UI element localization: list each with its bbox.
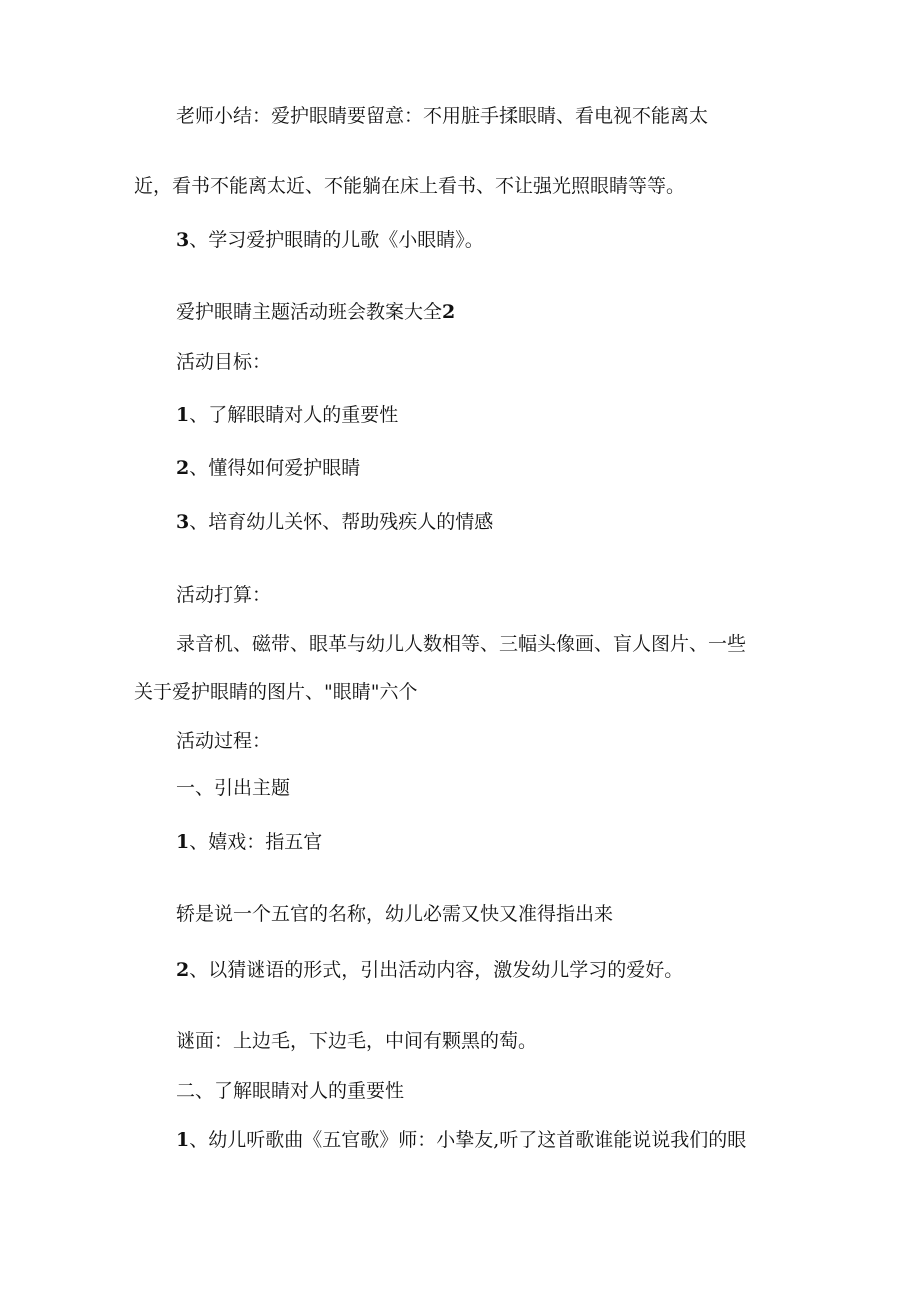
list-number: 3 <box>176 229 190 251</box>
line-text: 录音机、磁带、眼革与幼儿人数相等、三幅头像画、盲人图片、一些 <box>176 633 747 655</box>
paragraph-teacher-summary-continued <box>134 174 685 198</box>
list-item-game-facial-features <box>176 830 322 854</box>
list-item-listen-song <box>176 1128 746 1152</box>
paragraph-materials-continued <box>134 680 417 704</box>
list-item-riddle <box>176 958 683 982</box>
line-text: 爱护眼睛主题活动班会教案大全 <box>176 301 443 323</box>
paragraph-game-rules <box>176 902 613 926</box>
line-text: 、培育幼儿关怀、帮助残疾人的情感 <box>189 511 494 533</box>
list-number: 1 <box>176 1129 190 1151</box>
line-text: 近，看书不能离太近、不能躺在床上看书、不让强光照眼睛等等。 <box>134 175 686 197</box>
list-item-goal-2 <box>176 456 360 480</box>
section-number: 2 <box>442 301 456 323</box>
heading-activity-process <box>176 729 271 753</box>
list-number: 2 <box>176 959 190 981</box>
line-text: 谜面：上边毛，下边毛，中间有颗黑的萄。 <box>176 1030 538 1052</box>
line-text: 一、引出主题 <box>176 777 291 799</box>
heading-activity-preparation <box>176 583 271 607</box>
line-text: 二、了解眼睛对人的重要性 <box>176 1080 405 1102</box>
list-number: 1 <box>176 831 190 853</box>
paragraph-materials <box>176 632 746 656</box>
heading-activity-goals <box>176 350 271 374</box>
list-number: 2 <box>176 457 190 479</box>
list-item-learn-song <box>176 228 484 252</box>
list-number: 3 <box>176 511 190 533</box>
section-title-lesson-plan-2 <box>176 300 455 324</box>
line-text: 、了解眼睛对人的重要性 <box>189 404 399 426</box>
list-number: 1 <box>176 404 190 426</box>
paragraph-riddle-text <box>176 1029 537 1053</box>
line-text: 关于爱护眼睛的图片、"眼睛"六个 <box>134 681 418 703</box>
line-text: 、嬉戏：指五官 <box>189 831 323 853</box>
section-importance-of-eyes <box>176 1079 404 1103</box>
line-text: 活动目标： <box>176 351 272 373</box>
line-text: 、幼儿听歌曲《五官歌》师：小挚友,听了这首歌谁能说说我们的眼 <box>189 1129 747 1151</box>
list-item-goal-3 <box>176 510 493 534</box>
line-text: 活动过程： <box>176 730 272 752</box>
line-text: 、以猜谜语的形式，引出活动内容，激发幼儿学习的爱好。 <box>189 959 684 981</box>
line-text: 老师小结：爱护眼睛要留意：不用脏手揉眼睛、看电视不能离太 <box>176 105 709 127</box>
list-item-goal-1 <box>176 403 398 427</box>
line-text: 活动打算： <box>176 584 272 606</box>
section-introduce-theme <box>176 776 290 800</box>
paragraph-teacher-summary <box>176 104 708 128</box>
line-text: 、懂得如何爱护眼睛 <box>189 457 361 479</box>
line-text: 轿是说一个五官的名称，幼儿必需又快又准得指出来 <box>176 903 614 925</box>
line-text: 、学习爱护眼睛的儿歌《小眼睛》。 <box>189 229 484 251</box>
